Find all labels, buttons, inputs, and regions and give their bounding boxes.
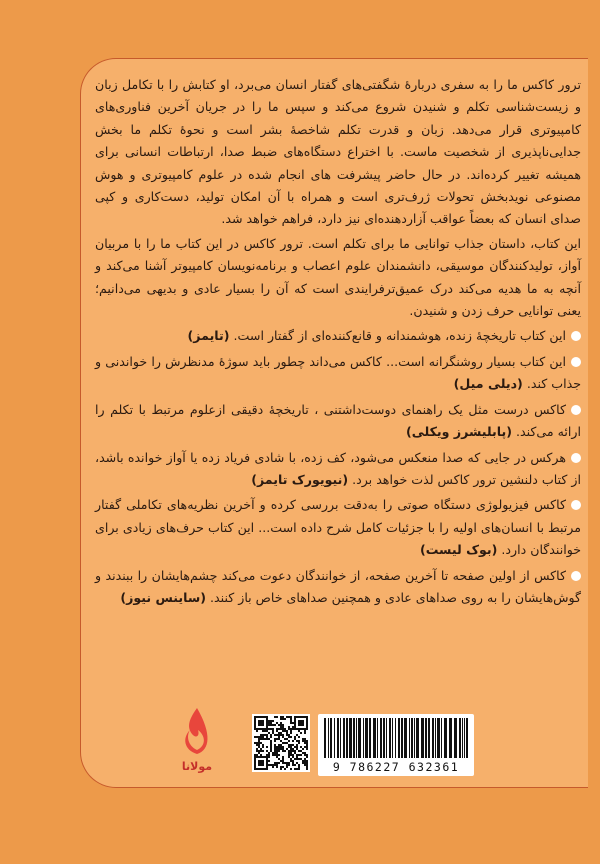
- review-item: [95, 494, 581, 561]
- review-item: [95, 565, 581, 610]
- publisher-logo-icon: [176, 706, 218, 774]
- review-item: [95, 399, 581, 444]
- paragraph-intro: ترور کاکس ما را به سفری دربارهٔ شگفتی‌های گفتار انسان می‌برد، او کتابش را با تکامل زبان و زیست‌شناسی تکلم و شنیدن شروع می‌کند و سپس ما را در جریان آخرین فناوری‌های کامپیوتری قرار می‌دهد. زبان و قدرت تکلم شاخصهٔ بشر است و نحوهٔ تکلم ما بخش جدایی‌ناپذیری از شخصیت ماست. با اختراع دستگاه‌های ضبط صدا، ارتباطات انسانی برای همیشه تغییر کرده‌اند. در حال حاضر پیشرفت های انجام شده در علوم کامپیوتری و هوش مصنوعی نویدبخش تحولات ژرف‌تری است و همراه با آن امکان تولید، دست‌کاری و کپی صدای انسان که بعضاً عواقب آزاردهنده‌ای نیز دارد، فراهم خواهد شد.: [95, 77, 581, 227]
- bullet-dot-icon: [571, 571, 581, 581]
- review-source: (دیلی میل): [453, 376, 523, 392]
- qr-code-icon: [252, 714, 310, 772]
- isbn-number: 9 786227 632361: [332, 760, 460, 774]
- paragraph-about: این کتاب، داستان جذاب توانایی ما برای تکلم است. ترور کاکس در این کتاب ما را با مربیان آواز، تولیدکنندگان موسیقی، دانشمندان علوم اعصاب و برنامه‌نویسان کامپیوتر آشنا می‌کند و آنچه به ما هدیه می‌کند درک عمیق‌ترفرایندی است که آن را بسیار عادی و بدیهی می‌دانیم؛ یعنی توانایی حرف زدن و شنیدن.: [95, 235, 581, 319]
- bullet-dot-icon: [571, 453, 581, 463]
- review-source: (نیویورک تایمز): [251, 471, 349, 487]
- bullet-dot-icon: [571, 331, 581, 341]
- review-text: کاکس فیزیولوژی دستگاه صوتی را به‌دقت بررسی کرده و آخرین نظریه‌های تکاملی گفتار مرتبط با انسان‌های اولیه را با جزئیات کامل شرح داده است... این کتاب حرف‌های زیادی برای خوانندگان دارد.: [95, 497, 581, 558]
- review-text: این کتاب تاریخچهٔ زنده، هوشمندانه و قانع‌کننده‌ای از گفتار است.: [233, 328, 566, 344]
- bullet-dot-icon: [571, 500, 581, 510]
- back-cover-text: [95, 74, 581, 612]
- review-item: [95, 351, 581, 396]
- isbn-barcode: [318, 714, 474, 776]
- review-item: [95, 447, 581, 492]
- review-source: (پابلیشرز ویکلی): [405, 424, 512, 440]
- review-text: کاکس از اولین صفحه تا آخرین صفحه، از خوانندگان دعوت می‌کند چشم‌هایشان را ببندند و گوش‌هایشان را به روی صداهای عادی و همچنین صداهای خاص باز کنند.: [95, 567, 581, 605]
- review-text: کاکس درست مثل یک راهنمای دوست‌داشتنی ، تاریخچهٔ دقیقی ازعلوم مرتبط با تکلم را ارائه می‌کند.: [95, 401, 581, 440]
- review-text: این کتاب بسیار روشنگرانه است... کاکس می‌داند چطور باید سوژهٔ مدنظرش را خواندنی و جذاب کند.: [95, 353, 581, 392]
- publisher-logo-text: مولانا: [181, 760, 213, 773]
- review-item: [95, 325, 581, 347]
- review-text: هرکس در جایی که صدا منعکس می‌شود، کف زده، با شادی فریاد زده یا آواز خوانده باشد، از کتاب دلنشین ترور کاکس لذت خواهد برد.: [95, 449, 581, 487]
- barcode-icon: [324, 718, 468, 758]
- review-source: (بوک لیست): [419, 542, 498, 558]
- review-source: (تایمز): [187, 328, 230, 344]
- review-source: (ساینس نیوز): [120, 589, 207, 605]
- bullet-dot-icon: [571, 357, 581, 367]
- bullet-dot-icon: [571, 405, 581, 415]
